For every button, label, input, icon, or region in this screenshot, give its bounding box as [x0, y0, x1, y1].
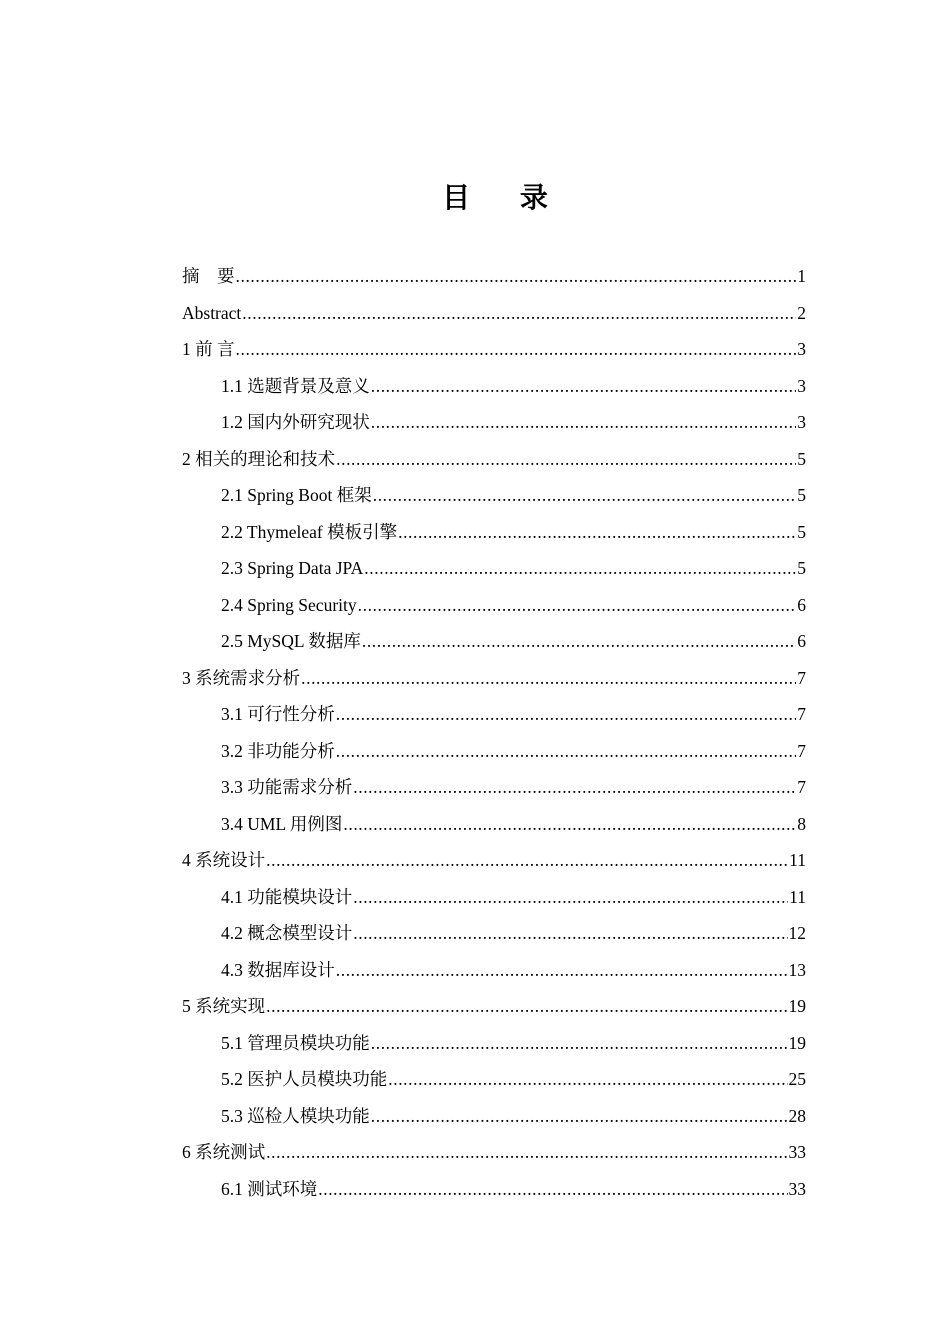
toc-entry [182, 368, 806, 405]
toc-entry-page: 12 [788, 923, 806, 943]
toc-leader-dots [266, 988, 787, 1025]
toc-entry [182, 733, 806, 770]
toc-entry-page: 7 [797, 667, 806, 688]
toc-entry-page: 11 [789, 886, 806, 907]
toc-entry-page: 7 [797, 704, 806, 724]
toc-leader-dots [358, 587, 797, 624]
toc-entry-page: 5 [797, 521, 806, 542]
toc-leader-dots [371, 404, 797, 441]
toc-entry-page: 3 [797, 339, 806, 359]
toc-entry-text: 4.3 数据库设计 [221, 959, 335, 980]
toc-entry-page: 3 [797, 375, 806, 396]
toc-leader-dots [343, 806, 796, 843]
toc-entry-text: 5 系统实现 [182, 996, 266, 1016]
toc-entry [182, 952, 806, 989]
toc-entry [182, 696, 806, 733]
toc-entry-page: 5 [797, 448, 806, 469]
toc-entry-text: 摘 要 [182, 266, 235, 286]
toc-leader-dots [362, 623, 796, 660]
toc-entry-text: 6.1 测试环境 [221, 1178, 318, 1199]
toc-entry-text: 2.2 Thymeleaf 模板引擎 [221, 521, 398, 542]
toc-entry [182, 915, 806, 952]
toc-entry-page: 2 [797, 302, 806, 323]
toc-entry-page: 33 [788, 1142, 806, 1162]
toc-entry-page: 28 [788, 1105, 806, 1126]
toc-leader-dots [336, 696, 797, 733]
toc-entry-text: 6 系统测试 [182, 1142, 266, 1162]
toc-entry-page: 19 [788, 996, 806, 1016]
toc-leader-dots [398, 514, 796, 551]
toc-entry [182, 550, 806, 587]
toc-entry [182, 842, 806, 879]
toc-leader-dots [336, 733, 797, 770]
toc-leader-dots [336, 441, 796, 478]
toc-entry-page: 13 [788, 959, 806, 980]
toc-entry-page: 7 [797, 740, 806, 761]
toc-entry [182, 331, 806, 368]
toc-entry-page: 6 [797, 631, 806, 651]
toc-entry-text: 3.2 非功能分析 [221, 740, 335, 761]
toc-entry-text: 2.4 Spring Security [221, 594, 357, 615]
toc-entry [182, 295, 806, 332]
toc-leader-dots [353, 915, 787, 952]
toc-entry-text: 4.1 功能模块设计 [221, 886, 353, 907]
toc-entry [182, 587, 806, 624]
toc-entry-text: 3.1 可行性分析 [221, 704, 335, 724]
toc-leader-dots [318, 1171, 787, 1208]
toc-entry-text: 1.1 选题背景及意义 [221, 375, 370, 396]
toc-entry-page: 8 [797, 813, 806, 834]
toc-entry-page: 5 [797, 558, 806, 578]
toc-list [182, 258, 806, 1207]
toc-entry [182, 879, 806, 916]
toc-leader-dots [266, 842, 788, 879]
toc-entry [182, 988, 806, 1025]
toc-leader-dots [301, 660, 796, 697]
toc-entry-text: 3.4 UML 用例图 [221, 813, 343, 834]
toc-entry-page: 25 [788, 1069, 806, 1089]
toc-leader-dots [236, 331, 797, 368]
toc-leader-dots [371, 368, 797, 405]
toc-entry-text: 3 系统需求分析 [182, 667, 301, 688]
toc-entry-page: 7 [797, 777, 806, 797]
toc-leader-dots [388, 1061, 787, 1098]
toc-entry-page: 5 [797, 485, 806, 505]
toc-entry [182, 404, 806, 441]
toc-entry [182, 1098, 806, 1135]
toc-entry-text: 5.1 管理员模块功能 [221, 1032, 370, 1053]
toc-entry-text: 3.3 功能需求分析 [221, 777, 353, 797]
toc-entry-text: 1 前 言 [182, 339, 235, 359]
toc-entry-page: 19 [788, 1032, 806, 1053]
toc-entry [182, 806, 806, 843]
toc-entry-page: 11 [789, 850, 806, 870]
toc-entry [182, 258, 806, 295]
toc-entry-text: 5.3 巡检人模块功能 [221, 1105, 370, 1126]
toc-entry [182, 1025, 806, 1062]
toc-entry-text: 2.3 Spring Data JPA [221, 558, 364, 578]
toc-entry-text: 2 相关的理论和技术 [182, 448, 336, 469]
toc-entry-text: 2.1 Spring Boot 框架 [221, 485, 372, 505]
toc-leader-dots [364, 550, 796, 587]
toc-entry [182, 514, 806, 551]
toc-leader-dots [336, 952, 788, 989]
toc-leader-dots [371, 1098, 788, 1135]
toc-entry-page: 6 [797, 594, 806, 615]
toc-entry-page: 3 [797, 412, 806, 432]
toc-leader-dots [371, 1025, 788, 1062]
toc-entry [182, 441, 806, 478]
toc-entry [182, 623, 806, 660]
toc-leader-dots [236, 258, 797, 295]
toc-leader-dots [373, 477, 797, 514]
toc-entry [182, 769, 806, 806]
toc-entry [182, 477, 806, 514]
toc-entry-text: 4 系统设计 [182, 850, 266, 870]
toc-entry-text: 4.2 概念模型设计 [221, 923, 353, 943]
toc-entry-text: 5.2 医护人员模块功能 [221, 1069, 388, 1089]
toc-title: 目 录 [442, 181, 568, 214]
toc-entry [182, 1134, 806, 1171]
toc-entry-text: Abstract [182, 302, 242, 323]
toc-leader-dots [266, 1134, 787, 1171]
toc-entry [182, 1171, 806, 1208]
toc-entry-text: 1.2 国内外研究现状 [221, 412, 370, 432]
toc-entry-page: 1 [797, 266, 806, 286]
toc-entry-page: 33 [788, 1178, 806, 1199]
toc-entry [182, 660, 806, 697]
toc-entry [182, 1061, 806, 1098]
toc-leader-dots [353, 769, 796, 806]
toc-leader-dots [353, 879, 788, 916]
toc-leader-dots [242, 295, 796, 332]
toc-entry-text: 2.5 MySQL 数据库 [221, 631, 361, 651]
